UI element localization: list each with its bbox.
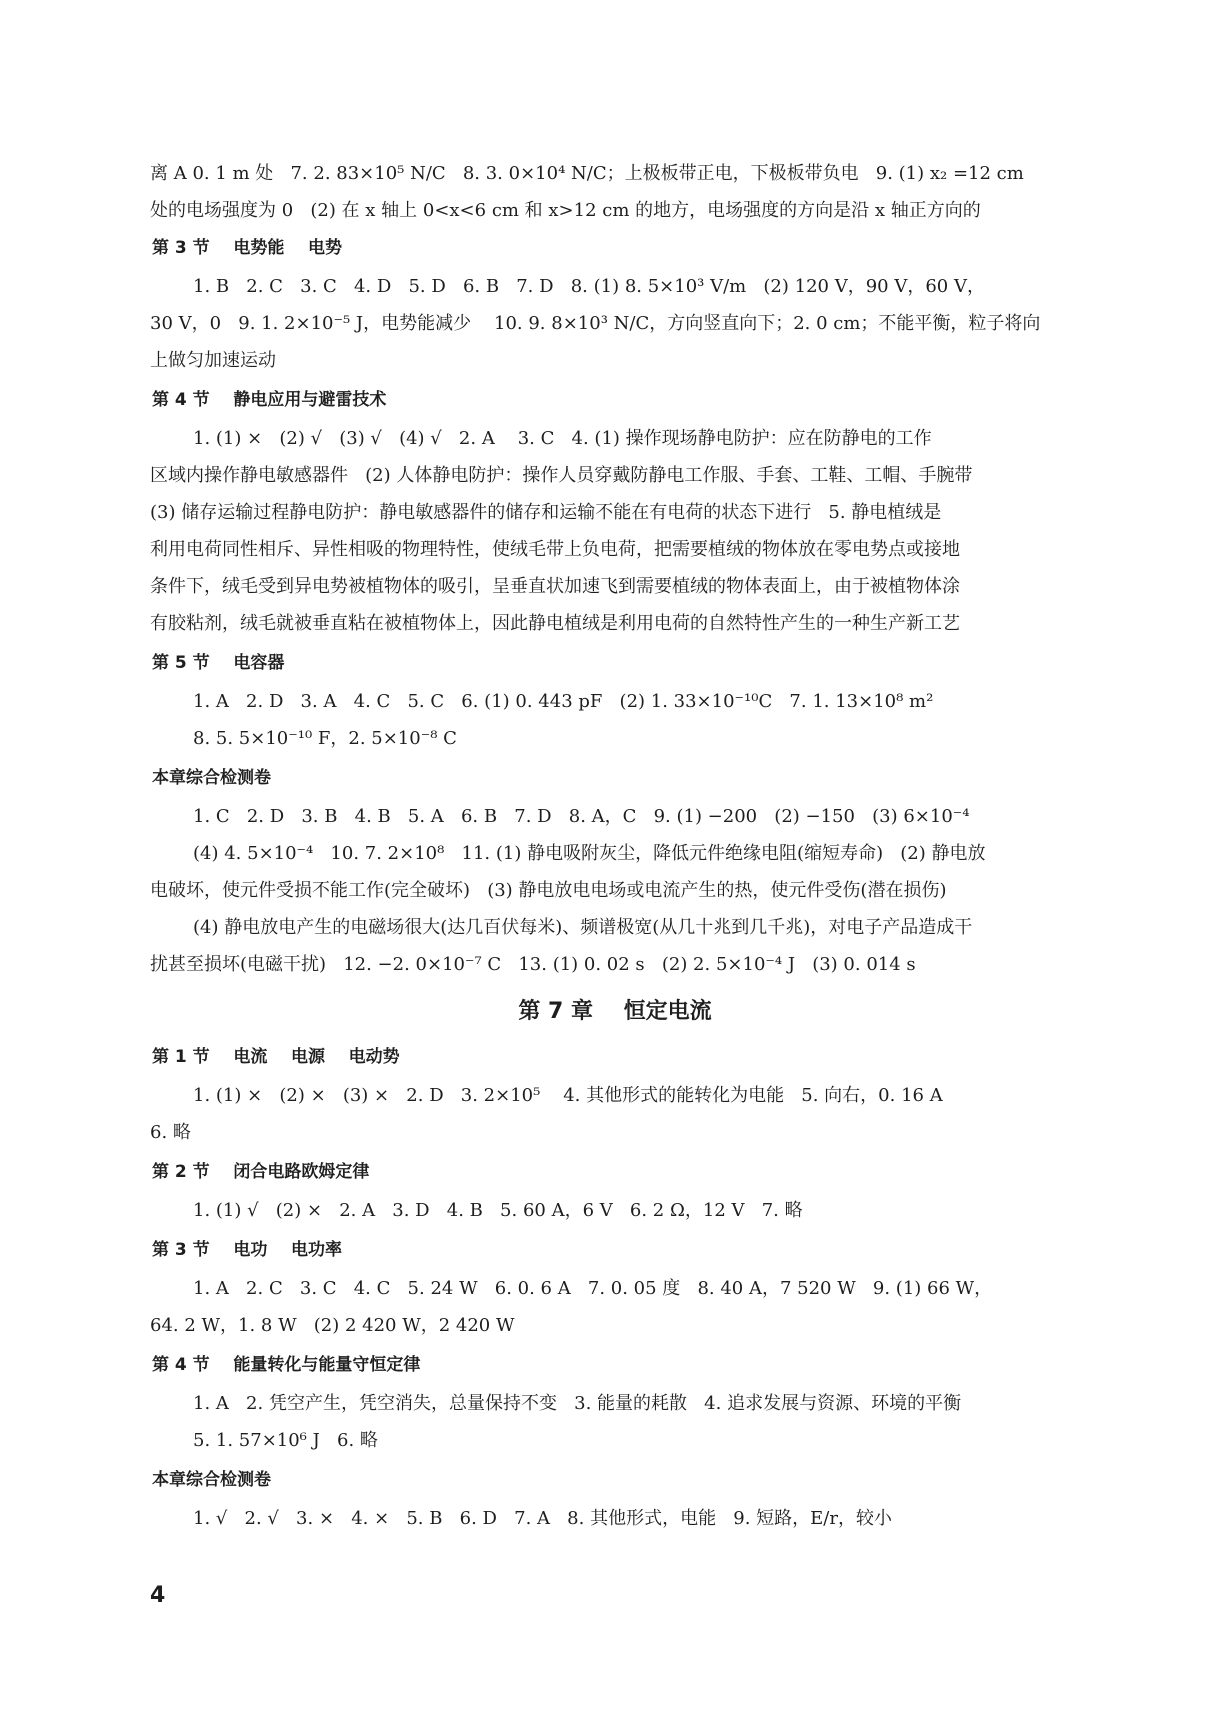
section-heading: 第 5 节 电容器 <box>152 653 285 673</box>
text-line: 1. B 2. C 3. C 4. D 5. D 6. B 7. D 8. (1) 8. 5×10³ V/m (2) 120 V，90 V，60 V， <box>193 276 985 297</box>
text-line: 离 A 0. 1 m 处 7. 2. 83×10⁵ N/C 8. 3. 0×10⁴ N/C；上极板带正电，下极板带负电 9. (1) x₂ =12 cm <box>150 163 1024 184</box>
text-line: 处的电场强度为 0 (2) 在 x 轴上 0<x<6 cm 和 x>12 cm 的地方，电场强度的方向是沿 x 轴正方向的 <box>150 200 981 221</box>
text-line: 上做匀加速运动 <box>150 350 276 371</box>
text-line: 8. 5. 5×10⁻¹⁰ F，2. 5×10⁻⁸ C <box>193 728 457 749</box>
text-line: 电破坏，使元件受损不能工作(完全破坏) (3) 静电放电电场或电流产生的热，使元件受伤(潜在损伤) <box>150 880 947 901</box>
text-line: 1. A 2. C 3. C 4. C 5. 24 W 6. 0. 6 A 7. 0. 05 度 8. 40 A，7 520 W 9. (1) 66 W， <box>193 1278 993 1299</box>
section-heading: 本章综合检测卷 <box>152 1470 271 1490</box>
text-line: 30 V，0 9. 1. 2×10⁻⁵ J，电势能减少 10. 9. 8×10³ N/C，方向竖直向下；2. 0 cm；不能平衡，粒子将向 <box>150 313 1041 334</box>
text-line: (4) 4. 5×10⁻⁴ 10. 7. 2×10⁸ 11. (1) 静电吸附灰尘，降低元件绝缘电阻(缩短寿命) (2) 静电放 <box>193 843 986 864</box>
section-heading: 本章综合检测卷 <box>152 768 271 788</box>
text-line: (3) 储存运输过程静电防护：静电敏感器件的储存和运输不能在有电荷的状态下进行 5. 静电植绒是 <box>150 502 942 523</box>
text-line: 1. (1) √ (2) × 2. A 3. D 4. B 5. 60 A，6 V 6. 2 Ω，12 V 7. 略 <box>193 1200 803 1221</box>
text-line: 区域内操作静电敏感器件 (2) 人体静电防护：操作人员穿戴防静电工作服、手套、工鞋、工帽、手腕带 <box>150 465 973 486</box>
text-line: 1. (1) × (2) × (3) × 2. D 3. 2×10⁵ 4. 其他形式的能转化为电能 5. 向右，0. 16 A <box>193 1085 943 1106</box>
text-line: 条件下，绒毛受到异电势被植物体的吸引，呈垂直状加速飞到需要植绒的物体表面上，由于被植物体涂 <box>150 576 960 597</box>
text-line: 利用电荷同性相斥、异性相吸的物理特性，使绒毛带上负电荷，把需要植绒的物体放在零电势点或接地 <box>150 539 960 560</box>
text-line: 6. 略 <box>150 1122 191 1143</box>
text-line: 1. C 2. D 3. B 4. B 5. A 6. B 7. D 8. A，C 9. (1) −200 (2) −150 (3) 6×10⁻⁴ <box>193 806 970 827</box>
text-line: 1. A 2. 凭空产生，凭空消失，总量保持不变 3. 能量的耗散 4. 追求发展与资源、环境的平衡 <box>193 1393 962 1414</box>
text-line: 扰甚至损坏(电磁干扰) 12. −2. 0×10⁻⁷ C 13. (1) 0. 02 s (2) 2. 5×10⁻⁴ J (3) 0. 014 s <box>150 954 916 975</box>
section-heading: 第 3 节 电功 电功率 <box>152 1240 343 1260</box>
section-heading: 第 2 节 闭合电路欧姆定律 <box>152 1162 370 1182</box>
text-line: 64. 2 W，1. 8 W (2) 2 420 W，2 420 W <box>150 1315 515 1336</box>
text-line: 5. 1. 57×10⁶ J 6. 略 <box>193 1430 378 1451</box>
section-heading: 第 1 节 电流 电源 电动势 <box>152 1047 400 1067</box>
section-heading: 第 4 节 静电应用与避雷技术 <box>152 390 387 410</box>
text-line: 1. (1) × (2) √ (3) √ (4) √ 2. A 3. C 4. (1) 操作现场静电防护：应在防静电的工作 <box>193 428 932 449</box>
text-line: 1. √ 2. √ 3. × 4. × 5. B 6. D 7. A 8. 其他形式，电能 9. 短路，E/r，较小 <box>193 1508 892 1529</box>
text-line: 1. A 2. D 3. A 4. C 5. C 6. (1) 0. 443 pF (2) 1. 33×10⁻¹⁰C 7. 1. 13×10⁸ m² <box>193 691 934 712</box>
page-number: 4 <box>150 1583 166 1608</box>
text-line: 有胶粘剂，绒毛就被垂直粘在被植物体上，因此静电植绒是利用电荷的自然特性产生的一种生产新工艺 <box>150 613 960 634</box>
text-line: (4) 静电放电产生的电磁场很大(达几百伏每米)、频谱极宽(从几十兆到几千兆)，对电子产品造成干 <box>193 917 973 938</box>
section-heading: 第 3 节 电势能 电势 <box>152 238 343 258</box>
chapter-title: 第 7 章 恒定电流 <box>518 999 712 1024</box>
section-heading: 第 4 节 能量转化与能量守恒定律 <box>152 1355 421 1375</box>
